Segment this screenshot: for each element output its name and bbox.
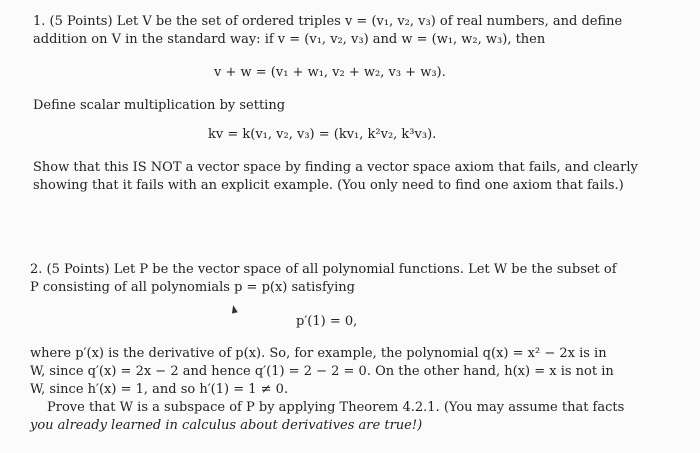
problem1-scalar-equation: kv = k(v₁, v₂, v₃) = (kv₁, k²v₂, k³v₃). xyxy=(208,127,437,142)
problem1-line2: addition on V in the standard way: if v = (v₁, v₂, v₃) and w = (w₁, w₂, w₃), then xyxy=(33,32,546,47)
problem1-addition-equation: v + w = (v₁ + w₁, v₂ + w₂, v₃ + w₃). xyxy=(214,65,446,80)
problem2-line6: Prove that W is a subspace of P by applying Theorem 4.2.1. (You may assume that facts xyxy=(47,400,625,415)
problem2-line5: W, since h′(x) = 1, and so h′(1) = 1 ≠ 0. xyxy=(30,382,289,397)
problem2-line7: you already learned in calculus about derivatives are true!) xyxy=(30,418,423,433)
cursor-icon xyxy=(230,304,238,313)
problem2-line1: 2. (5 Points) Let P be the vector space of all polynomial functions. Let W be the subset of xyxy=(30,262,617,277)
problem1-line5: showing that it fails with an explicit example. (You only need to find one axiom that fails.) xyxy=(33,178,624,193)
problem1-line4: Show that this IS NOT a vector space by finding a vector space axiom that fails, and clearly xyxy=(33,160,638,175)
problem1-line3: Define scalar multiplication by setting xyxy=(33,98,286,113)
problem2-line3: where p′(x) is the derivative of p(x). So, for example, the polynomial q(x) = x² − 2x is in xyxy=(30,346,607,361)
problem2-line2: P consisting of all polynomials p = p(x) satisfying xyxy=(30,280,355,295)
problem1-line1: 1. (5 Points) Let V be the set of ordered triples v = (v₁, v₂, v₃) of real numbers, and define xyxy=(33,14,623,29)
problem2-condition-equation: p′(1) = 0, xyxy=(296,314,358,329)
problem2-line4: W, since q′(x) = 2x − 2 and hence q′(1) = 2 − 2 = 0. On the other hand, h(x) = x is not in xyxy=(30,364,614,379)
